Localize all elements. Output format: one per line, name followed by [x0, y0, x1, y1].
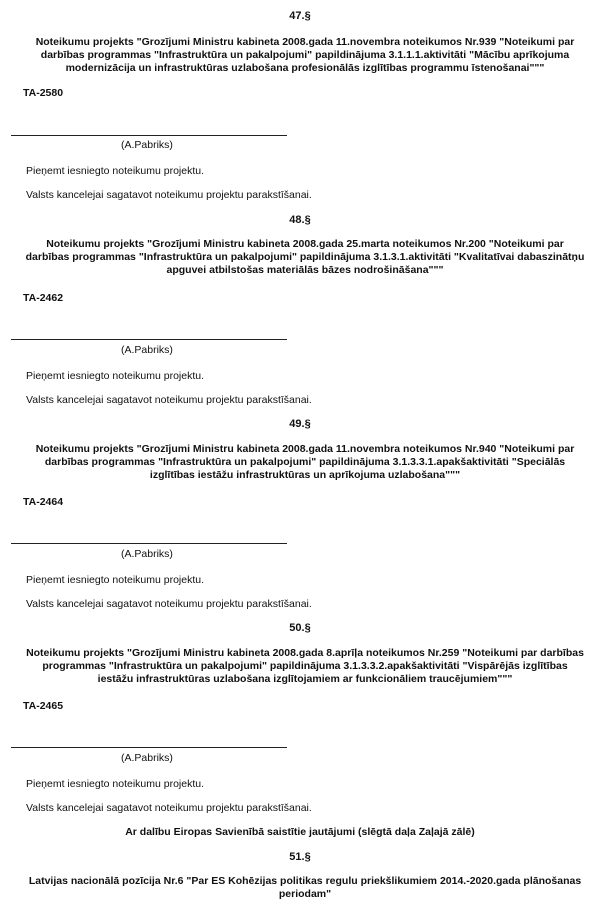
signature-name: (A.Pabriks) [121, 548, 173, 560]
item-title: Latvijas nacionālā pozīcija Nr.6 "Par ES Kohēzijas politikas regulu priekšlikumiem 2014.-2020.gada plānošanas periodam" [28, 875, 582, 900]
item-number: 48.§ [289, 214, 311, 226]
decision-text: Pieņemt iesniegto noteikumu projektu. [26, 778, 205, 790]
item-title: Noteikumu projekts "Grozījumi Ministru kabineta 2008.gada 8.aprīļa noteikumos Nr.259 "Noteikumi par darbības programmas "Infrastruktūra un pakalpojumi" papildinājuma 3.1.3.3.2.apakšaktivitāti "Vispārējās izglītības iestāžu infrastruktūras uzlabošana izglītojamiem ar funkcionāliem traucējumiem""" [26, 647, 584, 685]
signature-line [11, 339, 287, 340]
signature-line [11, 543, 287, 544]
ta-code: TA-2464 [23, 496, 64, 508]
ta-code: TA-2462 [23, 292, 64, 304]
ta-code: TA-2580 [23, 87, 64, 99]
decision-text: Valsts kancelejai sagatavot noteikumu projektu parakstīšanai. [26, 394, 312, 406]
signature-name: (A.Pabriks) [121, 344, 173, 356]
item-title: Noteikumu projekts "Grozījumi Ministru kabineta 2008.gada 11.novembra noteikumos Nr.939 "Noteikumi par darbības programmas "Infrastruktūra un pakalpojumi" papildinājuma 3.1.1.1.aktivitāti "Mācību aprīkojuma modernizācija un infrastruktūras uzlabošana profesionālās izglītības programmu īstenošanai""" [35, 36, 575, 74]
section-heading: Ar dalību Eiropas Savienībā saistītie jautājumi (slēgtā daļa Zaļajā zālē) [125, 826, 475, 838]
item-title: Noteikumu projekts "Grozījumi Ministru kabineta 2008.gada 11.novembra noteikumos Nr.940 "Noteikumi par darbības programmas "Infrastruktūra un pakalpojumi" papildinājuma 3.1.3.3.1.apakšaktivitāti "Speciālās izglītības iestāžu infrastruktūras un aprīkojuma uzlabošana""" [35, 443, 575, 481]
item-number: 49.§ [289, 418, 311, 430]
item-number: 47.§ [289, 10, 311, 22]
decision-text: Pieņemt iesniegto noteikumu projektu. [26, 165, 205, 177]
ta-code: TA-2465 [23, 700, 64, 712]
signature-line [11, 135, 287, 136]
item-number: 51.§ [289, 851, 311, 863]
decision-text: Valsts kancelejai sagatavot noteikumu projektu parakstīšanai. [26, 802, 312, 814]
signature-name: (A.Pabriks) [121, 752, 173, 764]
decision-text: Valsts kancelejai sagatavot noteikumu projektu parakstīšanai. [26, 189, 312, 201]
decision-text: Valsts kancelejai sagatavot noteikumu projektu parakstīšanai. [26, 598, 312, 610]
signature-name: (A.Pabriks) [121, 139, 173, 151]
item-title: Noteikumu projekts "Grozījumi Ministru kabineta 2008.gada 25.marta noteikumos Nr.200 "Noteikumi par darbības programmas "Infrastruktūra un pakalpojumi" papildinājuma 3.1.3.1.aktivitāti "Kvalitatīvai dabaszinātņu apguvei atbilstošas materiālās bāzes nodrošināšana""" [25, 238, 585, 276]
item-number: 50.§ [289, 622, 311, 634]
decision-text: Pieņemt iesniegto noteikumu projektu. [26, 370, 205, 382]
decision-text: Pieņemt iesniegto noteikumu projektu. [26, 574, 205, 586]
signature-line [11, 747, 287, 748]
